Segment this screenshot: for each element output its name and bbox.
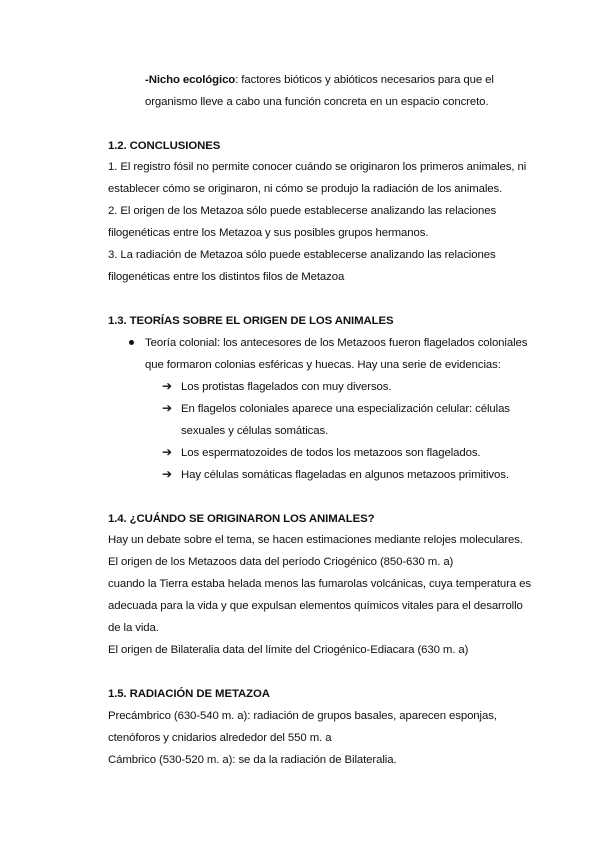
teoria-colonial-line-2: que formaron colonias esféricas y huecas. Hay una serie de evidencias:: [145, 359, 501, 371]
conclusion-line: filogenéticas entre los Metazoa y sus posibles grupos hermanos.: [108, 227, 429, 239]
conclusion-line: establecer cómo se originaron, ni cómo se produjo la radiación de los animales.: [108, 183, 503, 195]
section-heading-radiacion: 1.5. RADIACIÓN DE METAZOA: [108, 688, 270, 700]
evidencia-item: Hay células somáticas flageladas en algunos metazoos primitivos.: [181, 469, 509, 481]
arrow-right-icon: ➔: [162, 445, 173, 459]
nicho-definition: : factores bióticos y abióticos necesarios para que el: [235, 74, 494, 86]
evidencia-item: Los protistas flagelados con muy diversos.: [181, 381, 392, 393]
section-heading-conclusiones: 1.2. CONCLUSIONES: [108, 140, 221, 152]
section-heading-teorias: 1.3. TEORÍAS SOBRE EL ORIGEN DE LOS ANIMALES: [108, 315, 394, 327]
radiacion-line: ctenóforos y cnidarios alrededor del 550 m. a: [108, 732, 332, 744]
conclusion-line: 1. El registro fósil no permite conocer cuándo se originaron los primeros animales, ni: [108, 161, 527, 173]
arrow-right-icon: ➔: [162, 401, 173, 415]
nicho-line-2: organismo lleve a cabo una función concreta en un espacio concreto.: [145, 96, 489, 108]
cuando-line: de la vida.: [108, 622, 159, 634]
cuando-line: adecuada para la vida y que expulsan elementos químicos vitales para el desarrollo: [108, 600, 523, 612]
cuando-line: cuando la Tierra estaba helada menos las fumarolas volcánicas, cuya temperatura es: [108, 578, 531, 590]
arrow-right-icon: ➔: [162, 467, 173, 481]
conclusion-line: 2. El origen de los Metazoa sólo puede establecerse analizando las relaciones: [108, 205, 497, 217]
cuando-line: El origen de Bilateralia data del límite del Criogénico-Ediacara (630 m. a): [108, 644, 469, 656]
conclusion-line: 3. La radiación de Metazoa sólo puede establecerse analizando las relaciones: [108, 249, 496, 261]
section-heading-cuando: 1.4. ¿CUÁNDO SE ORIGINARON LOS ANIMALES?: [108, 513, 375, 525]
radiacion-line: Cámbrico (530-520 m. a): se da la radiación de Bilateralia.: [108, 754, 397, 766]
bullet-dot-icon: [129, 340, 134, 345]
evidencia-item: Los espermatozoides de todos los metazoos son flagelados.: [181, 447, 481, 459]
cuando-line: Hay un debate sobre el tema, se hacen estimaciones mediante relojes moleculares.: [108, 534, 523, 546]
nicho-term: -Nicho ecológico: [145, 74, 236, 86]
evidencia-item: En flagelos coloniales aparece una especialización celular: células: [181, 403, 510, 415]
cuando-line: El origen de los Metazoos data del período Criogénico (850-630 m. a): [108, 556, 454, 568]
teoria-colonial-line-1: Teoría colonial: los antecesores de los Metazoos fueron flagelados coloniales: [145, 337, 528, 349]
nicho-line-1: [145, 73, 494, 87]
evidencia-item-continuation: sexuales y células somáticas.: [181, 425, 329, 437]
radiacion-line: Precámbrico (630-540 m. a): radiación de grupos basales, aparecen esponjas,: [108, 710, 497, 722]
arrow-right-icon: ➔: [162, 379, 173, 393]
conclusion-line: filogenéticas entre los distintos filos de Metazoa: [108, 271, 345, 283]
